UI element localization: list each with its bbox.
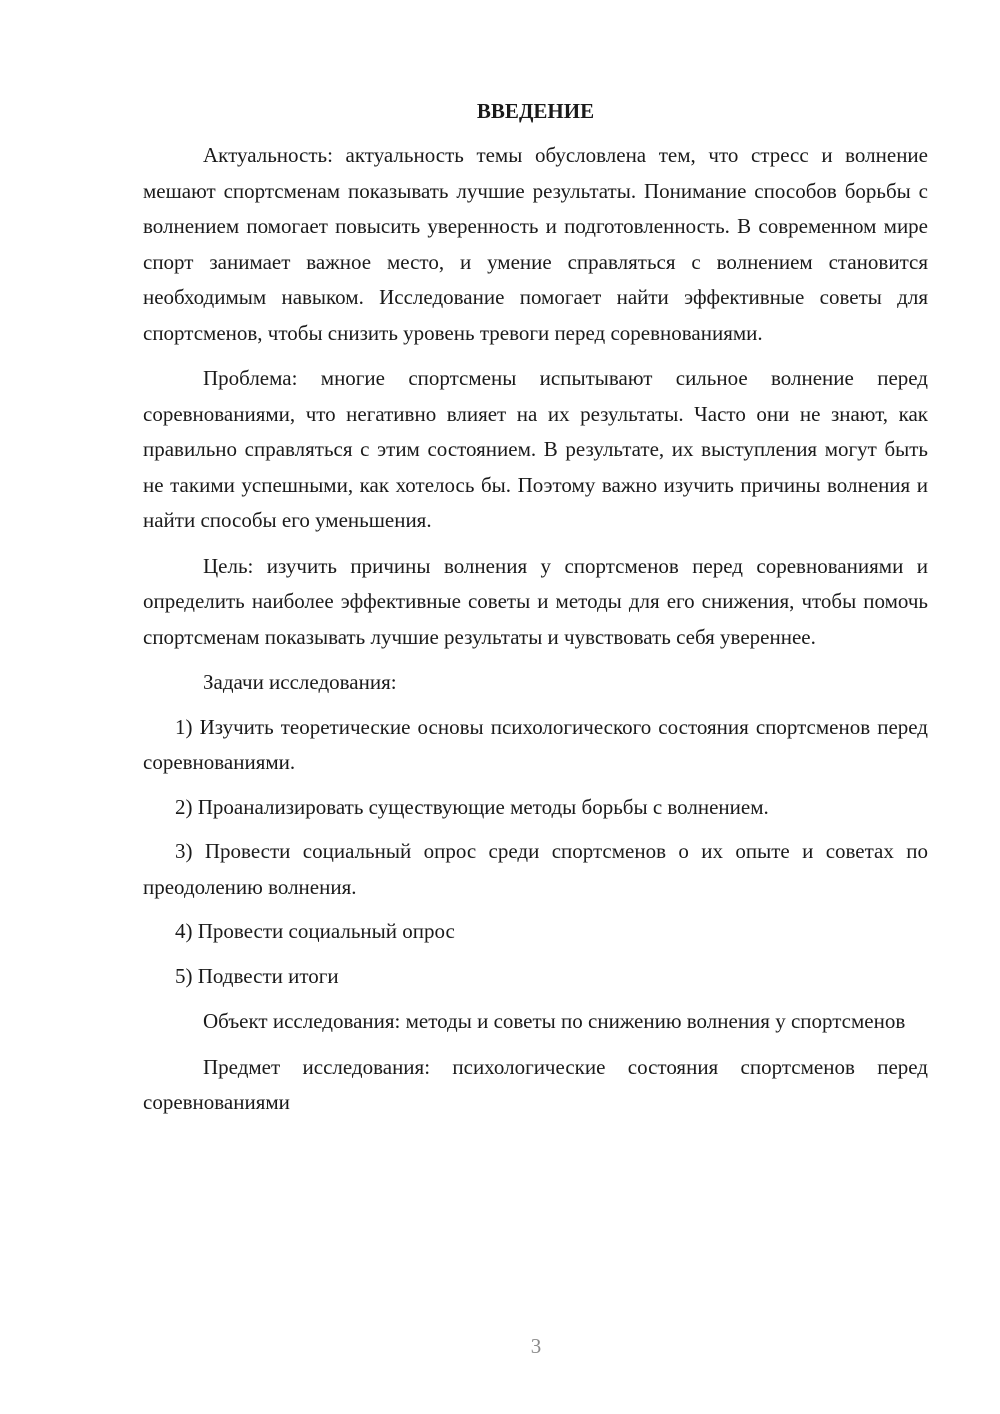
problem-paragraph: Проблема: многие спортсмены испытывают сильное волнение перед соревнованиями, что негативно влияет на их результаты. Часто они не знают, как правильно справляться с этим состоянием. В результате, их выступления могут быть не такими успешными, как хотелось бы. Поэтому важно изучить причины волнения и найти способы его уменьшения. <box>143 366 928 532</box>
task-item: 5) Подвести итоги <box>175 963 339 988</box>
task-item: 2) Проанализировать существующие методы борьбы с волнением. <box>175 794 769 819</box>
goal-paragraph: Цель: изучить причины волнения у спортсменов перед соревнованиями и определить наиболее эффективные советы и методы для его снижения, чтобы помочь спортсменам показывать лучшие результаты и чувствовать себя увереннее. <box>143 553 928 649</box>
page-title: ВВЕДЕНИЕ <box>476 99 595 123</box>
page-number: 3 <box>530 1334 542 1358</box>
relevance-paragraph: Актуальность: актуальность темы обусловлена тем, что стресс и волнение мешают спортсменам показывать лучшие результаты. Понимание способов борьбы с волнением помогает повысить уверенность и подготовленность. В современном мире спорт занимает важное место, и умение справляться с волнением становится необходимым навыком. Исследование помогает найти эффективные советы для спортсменов, чтобы снизить уровень тревоги перед соревнованиями. <box>143 143 928 345</box>
tasks-heading: Задачи исследования: <box>203 670 397 694</box>
task-item: 1) Изучить теоретические основы психологического состояния спортсменов перед соревнованиями. <box>143 714 928 774</box>
object-paragraph: Объект исследования: методы и советы по снижению волнения у спортсменов <box>203 1009 906 1033</box>
task-item: 3) Провести социальный опрос среди спортсменов о их опыте и советах по преодолению волнения. <box>143 839 928 899</box>
task-item: 4) Провести социальный опрос <box>175 919 455 943</box>
subject-paragraph: Предмет исследования: психологические состояния спортсменов перед соревнованиями <box>143 1054 928 1114</box>
page-content <box>143 96 928 1121</box>
